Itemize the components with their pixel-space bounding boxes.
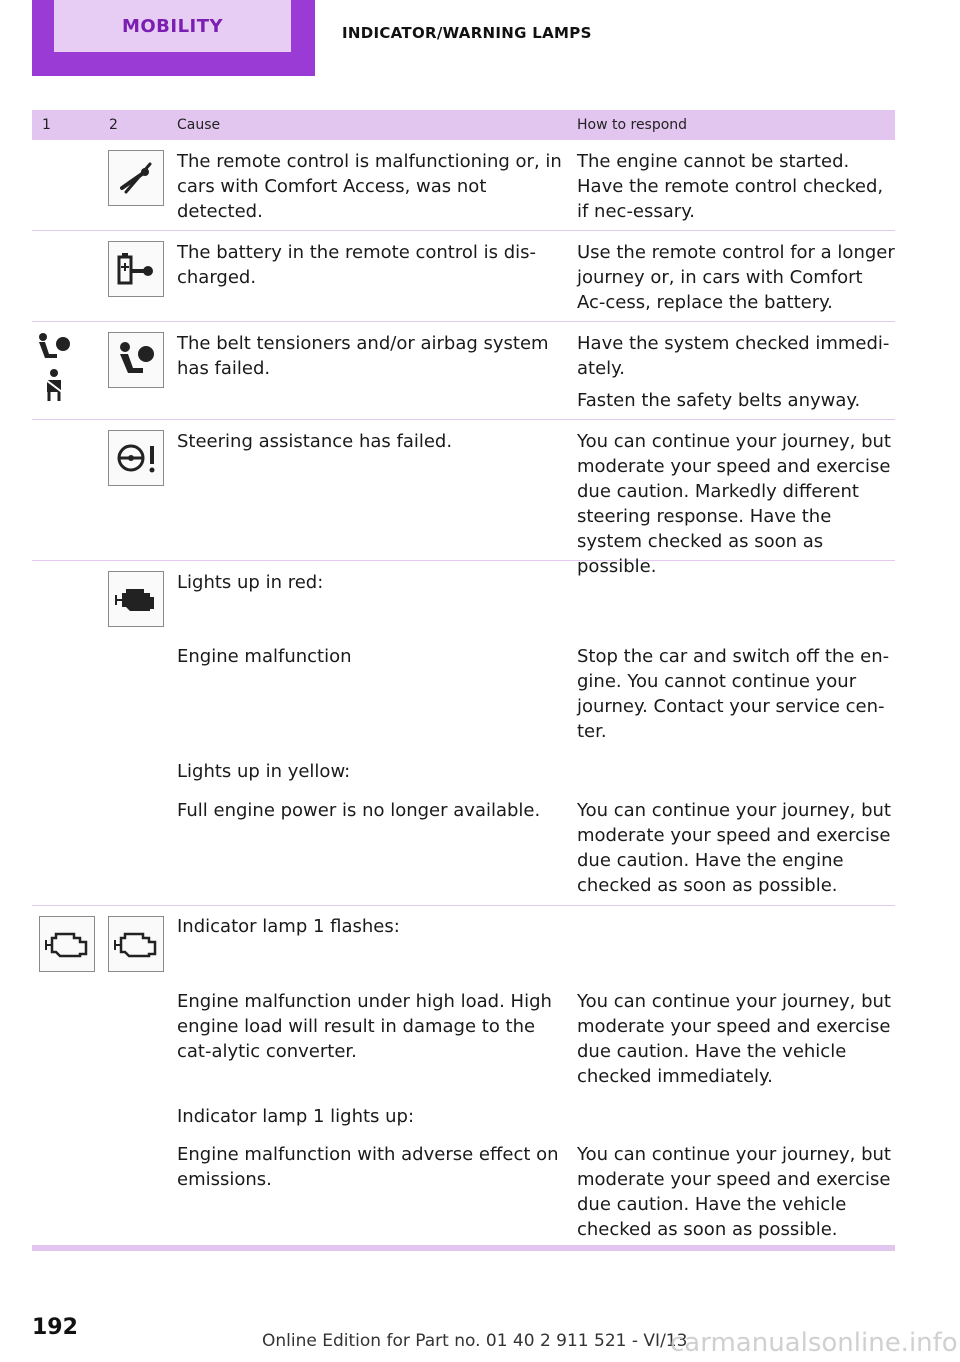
table-row xyxy=(32,322,895,420)
response-text: You can continue your journey, but moderate your speed and exercise due caution. Have the vehicle checked immediately. xyxy=(577,991,891,1087)
table-row xyxy=(32,420,895,577)
cause-text: The battery in the remote control is dis-charged. xyxy=(177,242,537,288)
response-text: Use the remote control for a longer journey or, in cars with Comfort Ac-cess, replace the battery. xyxy=(577,242,895,313)
table-header xyxy=(32,110,895,140)
remote-control-crossed-icon xyxy=(108,150,164,206)
cause-text: Full engine power is no longer available. xyxy=(177,800,541,821)
cause-text: The remote control is malfunctioning or, in cars with Comfort Access, was not detected. xyxy=(177,151,562,222)
steering-warning-icon xyxy=(108,430,164,486)
airbag-person-icon xyxy=(108,332,164,388)
section-title: INDICATOR/WARNING LAMPS xyxy=(342,24,592,42)
table-row xyxy=(32,140,895,231)
column-header-response: How to respond xyxy=(577,117,688,133)
response-text: The engine cannot be started. Have the remote control checked, if nec-essary. xyxy=(577,151,884,222)
response-text: You can continue your journey, but moderate your speed and exercise due caution. Markedly different steering response. Have the system checked as soon as possible. xyxy=(577,431,891,577)
table-row xyxy=(32,561,895,906)
table-row xyxy=(32,231,895,322)
table-row xyxy=(32,906,895,1248)
response-text: Stop the car and switch off the en-gine. You cannot continue your journey. Contact your service cen-ter. xyxy=(577,646,890,742)
cause-text: Indicator lamp 1 lights up: xyxy=(177,1106,415,1127)
engine-outline-icon xyxy=(108,916,164,972)
airbag-person-icon xyxy=(35,332,73,362)
battery-key-icon xyxy=(108,241,164,297)
engine-icon xyxy=(108,571,164,627)
page-number: 192 xyxy=(32,1315,78,1340)
response-text: Fasten the safety belts anyway. xyxy=(577,390,861,411)
seatbelt-person-icon xyxy=(39,368,69,402)
column-header-1: 1 xyxy=(42,117,51,133)
response-text: Have the system checked immedi-ately. xyxy=(577,333,890,379)
chapter-tab xyxy=(32,0,315,76)
watermark: carmanualsonline.info xyxy=(670,1328,958,1358)
edition-footer: Online Edition for Part no. 01 40 2 911 521 - VI/13 xyxy=(262,1331,688,1351)
chapter-tab-label: MOBILITY xyxy=(54,0,291,52)
engine-outline-icon xyxy=(39,916,95,972)
cause-text: Engine malfunction under high load. High engine load will result in damage to the cat-alytic converter. xyxy=(177,991,552,1062)
response-text: You can continue your journey, but moderate your speed and exercise due caution. Have the vehicle checked as soon as possible. xyxy=(577,1144,891,1240)
table-bottom-rule xyxy=(32,1245,895,1251)
response-text: You can continue your journey, but moderate your speed and exercise due caution. Have the engine checked as soon as possible. xyxy=(577,800,891,896)
cause-text: Steering assistance has failed. xyxy=(177,431,453,452)
cause-text: Lights up in red: xyxy=(177,572,324,593)
column-header-2: 2 xyxy=(109,117,118,133)
table-body xyxy=(32,140,895,1248)
cause-text: Engine malfunction with adverse effect on emissions. xyxy=(177,1144,559,1190)
cause-text: Indicator lamp 1 flashes: xyxy=(177,916,400,937)
column-header-cause: Cause xyxy=(177,117,221,133)
cause-text: Lights up in yellow: xyxy=(177,761,351,782)
airbag-icons-column-1 xyxy=(34,332,74,402)
cause-text: Engine malfunction xyxy=(177,646,352,667)
cause-text: The belt tensioners and/or airbag system has failed. xyxy=(177,333,549,379)
